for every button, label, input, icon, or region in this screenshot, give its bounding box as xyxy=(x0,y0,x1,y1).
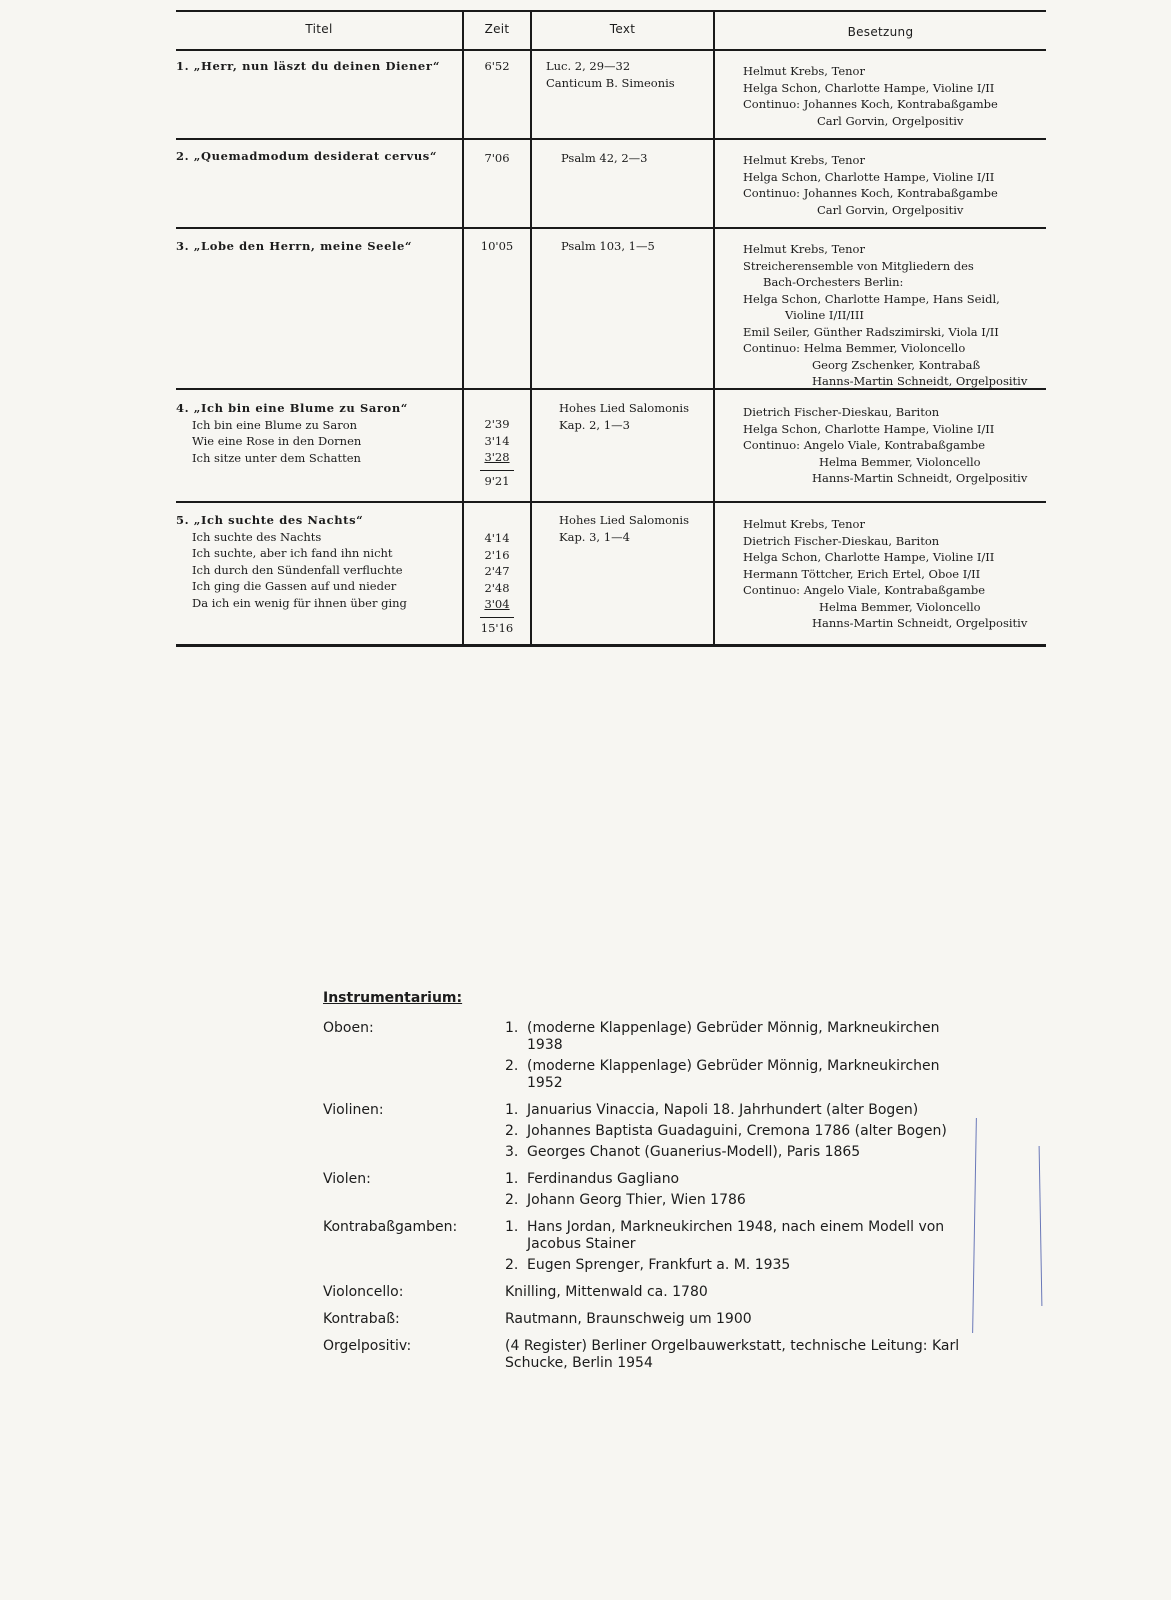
performer-line: Continuo: Helma Bemmer, Violoncello xyxy=(743,341,966,355)
instrument-entry xyxy=(505,1192,963,1209)
header-titel: Titel xyxy=(305,22,333,36)
entry-text: Georges Chanot (Guanerius-Modell), Paris 1865 xyxy=(527,1144,861,1160)
duration-value: 2'47 xyxy=(484,564,510,578)
performer-line: Helga Schon, Charlotte Hampe, Violine I/II xyxy=(743,421,995,436)
instrument-group xyxy=(323,1284,963,1305)
entry-text: Ferdinandus Gagliano xyxy=(527,1171,680,1187)
duration-total: 15'16 xyxy=(480,617,514,637)
work-title: 2. „Quemadmodum desiderat cervus“ xyxy=(176,149,438,163)
duration xyxy=(464,150,530,167)
entry-text: Knilling, Mittenwald ca. 1780 xyxy=(505,1284,708,1300)
table-top-rule xyxy=(176,10,1046,12)
performer-line: Hanns-Martin Schneidt, Orgelpositiv xyxy=(812,374,1028,388)
performer-line: Dietrich Fischer-Dieskau, Bariton xyxy=(743,533,940,548)
text-line: Hohes Lied Salomonis xyxy=(559,401,690,415)
performer-line: Helmut Krebs, Tenor xyxy=(743,517,865,531)
performer-line: Helga Schon, Charlotte Hampe, Violine I/II xyxy=(743,550,995,564)
duration-value: 3'28 xyxy=(484,450,510,464)
duration-total: 9'21 xyxy=(480,470,514,490)
text-line: Kap. 2, 1—3 xyxy=(559,417,630,432)
table-bottom-rule xyxy=(176,644,1046,647)
movement-title: Da ich ein wenig für ihnen über ging xyxy=(192,595,407,610)
entry-text: Eugen Sprenger, Frankfurt a. M. 1935 xyxy=(527,1257,791,1273)
performer-line: Emil Seiler, Günther Radszimirski, Viola I/II xyxy=(743,324,999,339)
movement-title: Ich suchte des Nachts xyxy=(192,529,322,544)
entry-number: 2. xyxy=(505,1192,519,1208)
performer-line: Helma Bemmer, Violoncello xyxy=(819,599,981,614)
entry-text: Johannes Baptista Guadaguini, Cremona 1786 (alter Bogen) xyxy=(527,1123,947,1139)
entry-number: 2. xyxy=(505,1058,519,1074)
instrument-label: Violen: xyxy=(323,1171,371,1187)
entry-number: 2. xyxy=(505,1123,519,1139)
entry-number: 1. xyxy=(505,1219,519,1235)
duration-value: 7'06 xyxy=(484,151,510,165)
performers xyxy=(715,516,1027,632)
instrument-label: Orgelpositiv: xyxy=(323,1338,412,1354)
instrument-label: Oboen: xyxy=(323,1020,374,1036)
header-zeit: Zeit xyxy=(484,22,510,36)
text-line: Luc. 2, 29—32 xyxy=(546,59,631,73)
performer-line: Helga Schon, Charlotte Hampe, Violine I/II xyxy=(743,80,995,95)
performer-line: Continuo: Johannes Koch, Kontrabaßgambe xyxy=(743,186,998,200)
performer-line: Bach-Orchesters Berlin: xyxy=(763,275,904,289)
instrument-label: Kontrabaß: xyxy=(323,1311,400,1327)
entry-number: 2. xyxy=(505,1257,519,1273)
header-besetzung: Besetzung xyxy=(847,25,914,39)
row-rule xyxy=(176,501,1046,503)
performer-line: Helmut Krebs, Tenor xyxy=(743,242,865,256)
entry-text: (4 Register) Berliner Orgelbauwerkstatt, technische Leitung: Karl Schucke, Berlin 1954 xyxy=(505,1338,960,1371)
movement-title: Ich ging die Gassen auf und nieder xyxy=(192,579,397,593)
movement-title: Ich sitze unter dem Schatten xyxy=(192,450,361,465)
instrument-entry xyxy=(505,1284,963,1301)
performer-line: Continuo: Angelo Viale, Kontrabaßgambe xyxy=(743,438,986,452)
instrument-group xyxy=(323,1020,963,1096)
duration-value: 10'05 xyxy=(480,239,514,253)
instrument-entry xyxy=(505,1171,963,1188)
movement-title: Ich suchte, aber ich fand ihn nicht xyxy=(192,546,393,560)
row-rule xyxy=(176,138,1046,140)
instrument-entry xyxy=(505,1020,963,1054)
duration xyxy=(464,238,530,255)
duration xyxy=(464,58,530,75)
performer-line: Streicherensemble von Mitgliedern des xyxy=(743,258,974,273)
header-text: Text xyxy=(609,22,636,36)
duration-value: 2'48 xyxy=(484,580,510,595)
duration-value: 4'14 xyxy=(484,531,510,545)
instrument-label: Kontrabaßgamben: xyxy=(323,1219,458,1235)
entry-text: Rautmann, Braunschweig um 1900 xyxy=(505,1311,752,1327)
column-divider xyxy=(530,10,532,646)
entry-number: 3. xyxy=(505,1144,519,1160)
row-rule xyxy=(176,227,1046,229)
pen-mark xyxy=(1039,1146,1043,1306)
performer-line: Continuo: Angelo Viale, Kontrabaßgambe xyxy=(743,583,986,597)
duration xyxy=(464,530,530,636)
header-rule xyxy=(176,49,1046,51)
entry-text: Januarius Vinaccia, Napoli 18. Jahrhundert (alter Bogen) xyxy=(527,1102,919,1118)
instrument-entry xyxy=(505,1219,963,1253)
performer-line: Violine I/II/III xyxy=(785,308,864,322)
movement-title: Ich bin eine Blume zu Saron xyxy=(192,417,358,432)
instrument-group xyxy=(323,1338,963,1376)
instrument-group xyxy=(323,1311,963,1332)
performer-line: Carl Gorvin, Orgelpositiv xyxy=(817,202,964,217)
entry-number: 1. xyxy=(505,1171,519,1187)
duration-value: 2'39 xyxy=(484,417,510,431)
instrumentarium-heading: Instrumentarium: xyxy=(323,990,463,1006)
instrument-entry xyxy=(505,1058,963,1092)
instrument-entry xyxy=(505,1144,963,1161)
performer-line: Helmut Krebs, Tenor xyxy=(743,64,865,78)
instrument-group xyxy=(323,1219,963,1278)
performers xyxy=(715,152,998,218)
instrument-entry xyxy=(505,1311,963,1328)
text-line: Kap. 3, 1—4 xyxy=(559,529,630,544)
performer-line: Helga Schon, Charlotte Hampe, Violine I/II xyxy=(743,169,995,184)
performer-line: Helma Bemmer, Violoncello xyxy=(819,454,981,469)
work-title: 5. „Ich suchte des Nachts“ xyxy=(176,513,364,527)
text-line: Hohes Lied Salomonis xyxy=(559,513,690,527)
performer-line: Helmut Krebs, Tenor xyxy=(743,153,865,167)
instrument-group xyxy=(323,1102,963,1165)
performer-line: Hanns-Martin Schneidt, Orgelpositiv xyxy=(812,616,1028,630)
entry-text: (moderne Klappenlage) Gebrüder Mönnig, Markneukirchen 1952 xyxy=(527,1058,940,1091)
table-row xyxy=(176,148,462,165)
entry-number: 1. xyxy=(505,1102,519,1118)
duration-value: 3'04 xyxy=(484,597,510,611)
table-row xyxy=(176,238,462,255)
performer-line: Continuo: Johannes Koch, Kontrabaßgambe xyxy=(743,97,998,111)
table-row xyxy=(176,400,462,466)
duration xyxy=(464,416,530,489)
work-title: 1. „Herr, nun läszt du deinen Diener“ xyxy=(176,59,441,73)
entry-text: (moderne Klappenlage) Gebrüder Mönnig, Markneukirchen 1938 xyxy=(527,1020,940,1053)
table-row xyxy=(176,58,462,75)
duration-value: 3'14 xyxy=(484,433,510,448)
instrument-label: Violinen: xyxy=(323,1102,384,1118)
performers xyxy=(715,241,1027,390)
text-line: Canticum B. Simeonis xyxy=(546,75,675,90)
instrument-group xyxy=(323,1171,963,1213)
instrument-entry xyxy=(505,1102,963,1119)
text-source xyxy=(561,150,648,167)
instrument-entry xyxy=(505,1338,963,1372)
performer-line: Hanns-Martin Schneidt, Orgelpositiv xyxy=(812,471,1028,485)
work-title: 3. „Lobe den Herrn, meine Seele“ xyxy=(176,239,413,253)
text-line: Psalm 103, 1—5 xyxy=(561,239,655,253)
instrument-label: Violoncello: xyxy=(323,1284,404,1300)
performer-line: Dietrich Fischer-Dieskau, Bariton xyxy=(743,405,940,419)
movement-title: Ich durch den Sündenfall verfluchte xyxy=(192,562,403,577)
duration-value: 6'52 xyxy=(484,59,510,73)
work-title: 4. „Ich bin eine Blume zu Saron“ xyxy=(176,401,409,415)
text-source xyxy=(546,58,675,91)
entry-number: 1. xyxy=(505,1020,519,1036)
movement-title: Wie eine Rose in den Dornen xyxy=(192,434,362,448)
pen-mark xyxy=(972,1118,977,1333)
text-source xyxy=(561,238,655,255)
text-source xyxy=(559,512,689,545)
table-row xyxy=(176,512,462,611)
entry-text: Johann Georg Thier, Wien 1786 xyxy=(527,1192,746,1208)
performer-line: Georg Zschenker, Kontrabaß xyxy=(812,357,981,372)
instrumentarium-section xyxy=(323,990,963,1382)
entry-text: Hans Jordan, Markneukirchen 1948, nach einem Modell von Jacobus Stainer xyxy=(527,1219,945,1252)
instrument-entry xyxy=(505,1123,963,1140)
performer-line: Carl Gorvin, Orgelpositiv xyxy=(817,113,964,128)
text-source xyxy=(559,400,689,433)
text-line: Psalm 42, 2—3 xyxy=(561,151,648,165)
performers xyxy=(715,63,998,129)
performers xyxy=(715,404,1027,487)
instrument-entry xyxy=(505,1257,963,1274)
performer-line: Helga Schon, Charlotte Hampe, Hans Seidl, xyxy=(743,291,1000,306)
performer-line: Hermann Töttcher, Erich Ertel, Oboe I/II xyxy=(743,566,981,581)
duration-value: 2'16 xyxy=(484,547,510,562)
